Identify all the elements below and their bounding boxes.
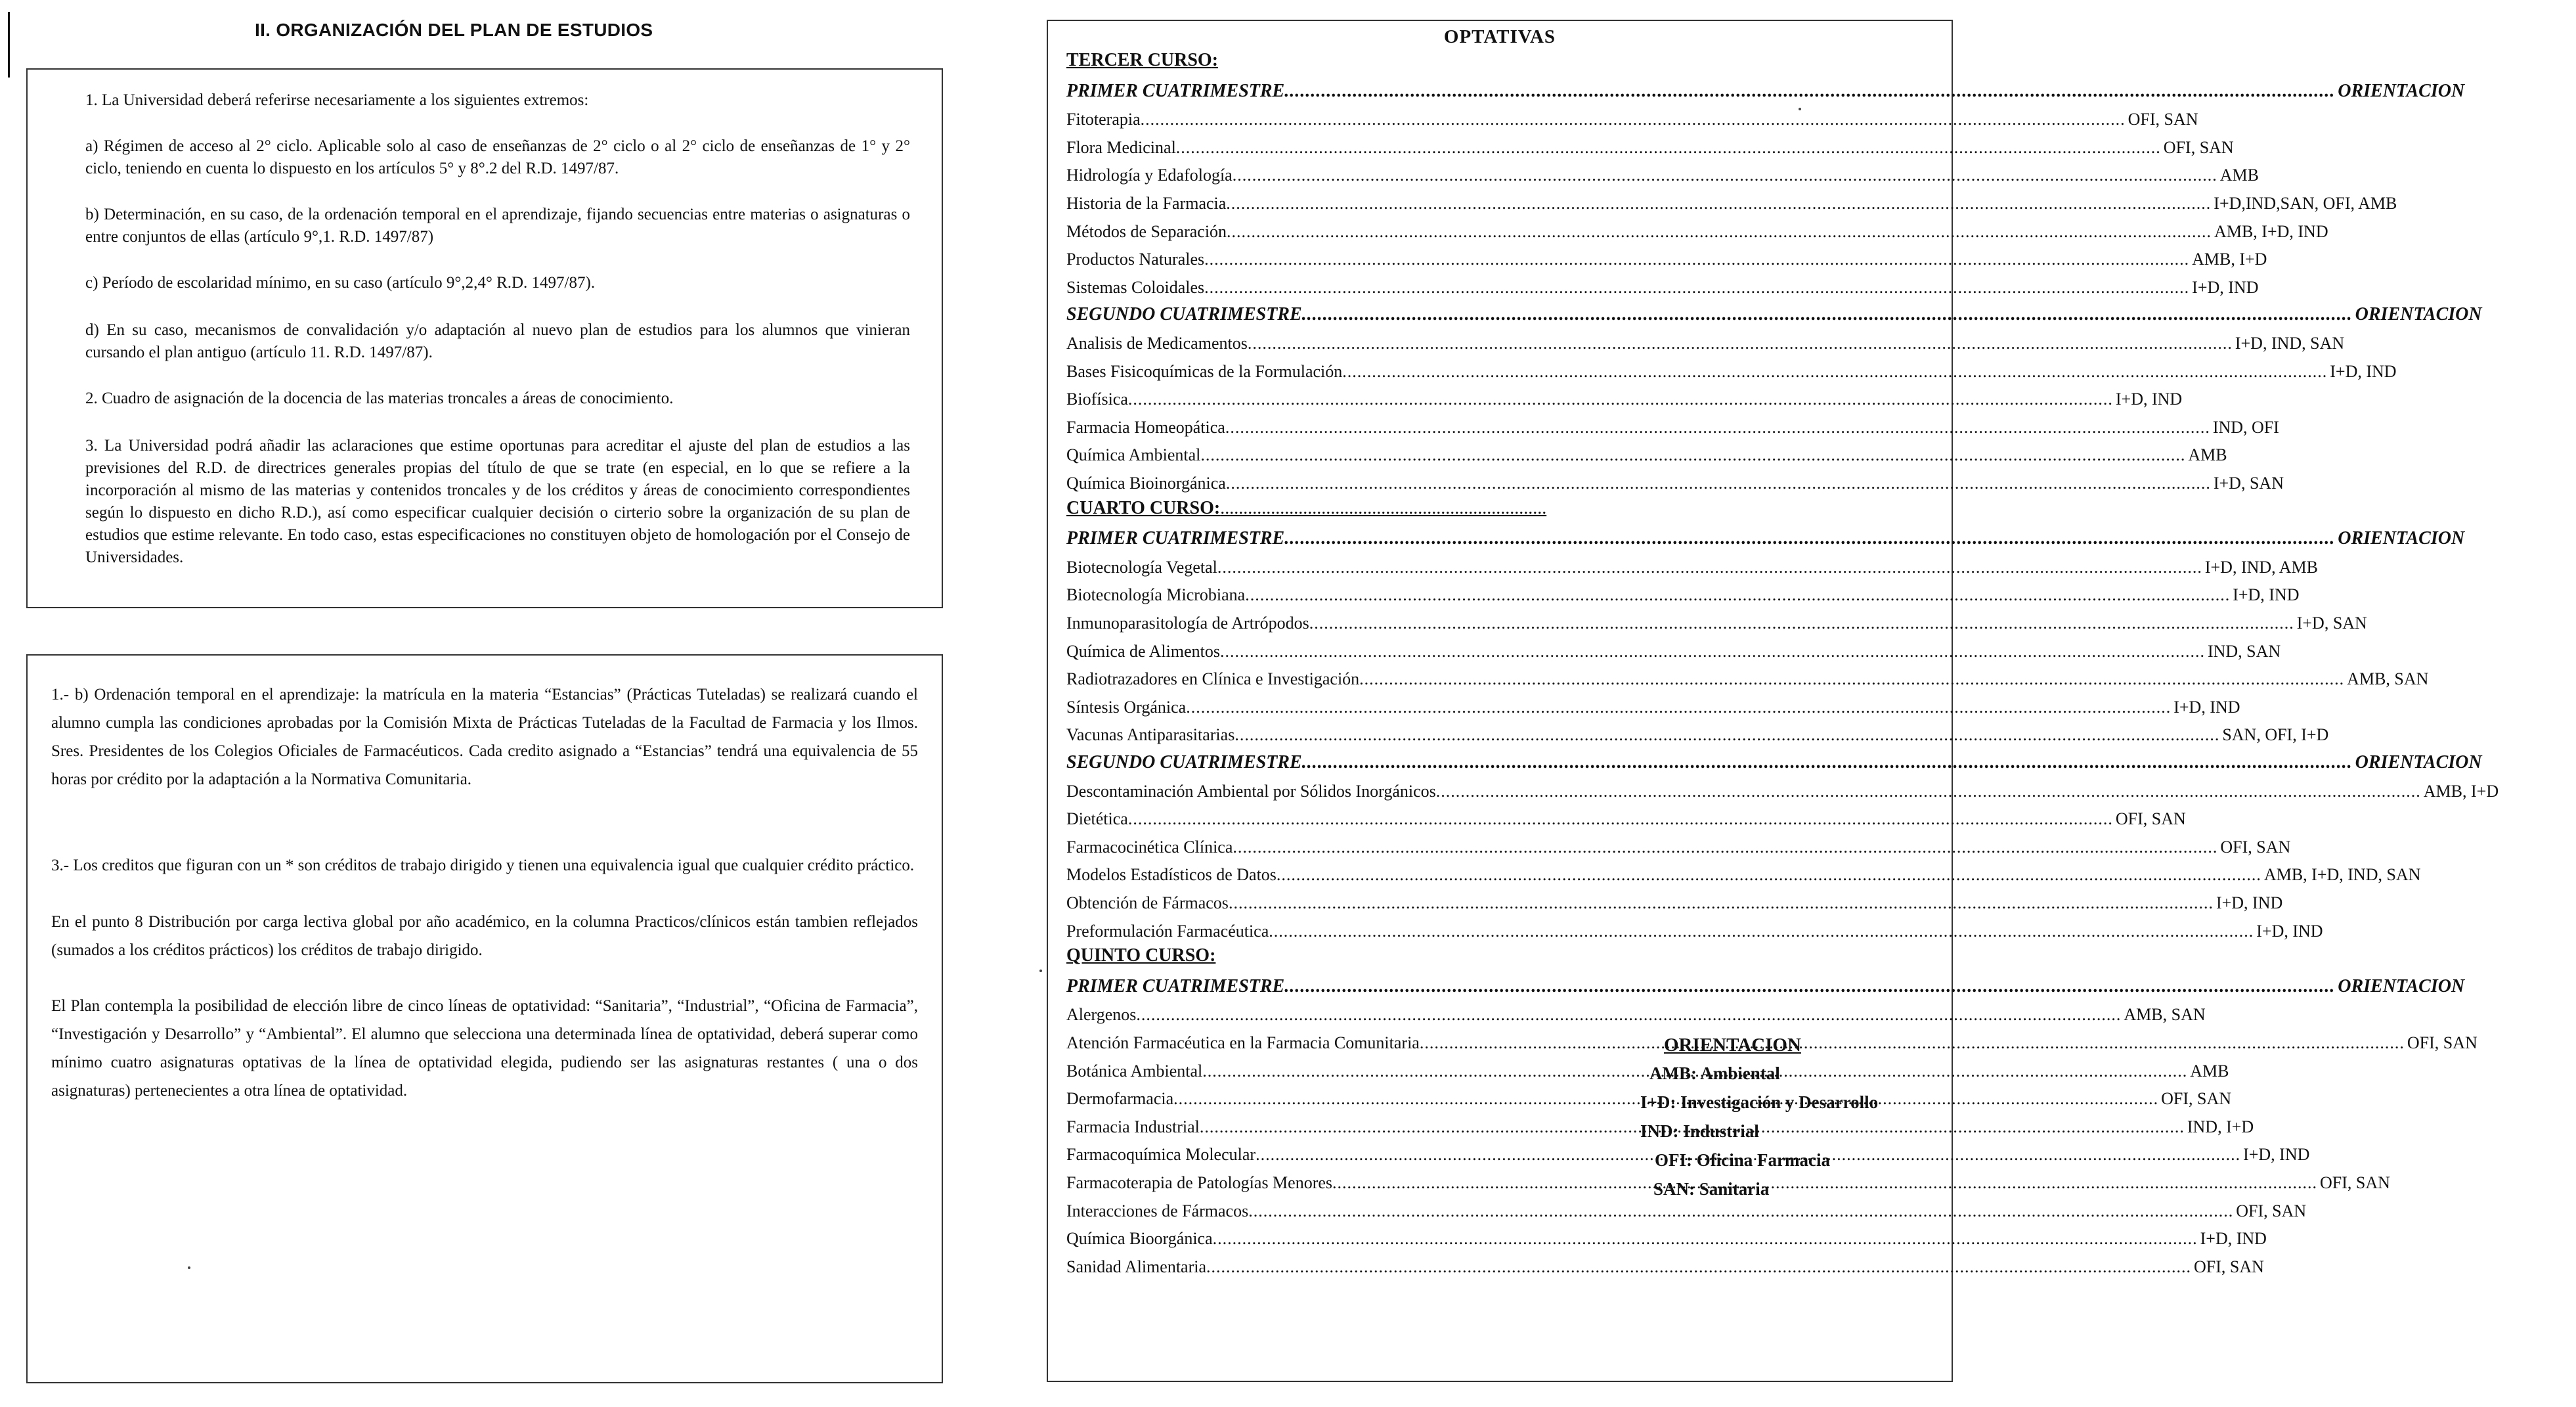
- dot-leader: [1136, 1005, 2121, 1025]
- subject-row: [1066, 354, 2397, 382]
- subject-orientation: I+D, IND: [2115, 390, 2183, 409]
- subject-row: [1066, 382, 2183, 409]
- notes-paragraph: 3.- Los creditos que figuran con un * son créditos de trabajo dirigido y tienen una equivalencia igual que cualquier crédito práctico.: [51, 857, 915, 874]
- scan-speck: [188, 1266, 190, 1269]
- subject-row: [1066, 830, 2291, 857]
- subject-row: [1066, 1221, 2267, 1249]
- subject-orientation: OFI, SAN: [2115, 809, 2186, 829]
- dot-leader: [1220, 642, 2205, 661]
- notes-paragraph: El Plan contempla la posibilidad de elección libre de cinco líneas de optatividad: “Sanitaria”, “Industrial”, “Oficina de Farmacia”, “Investigación y Desarrollo” y “Ambiental”. El alumno que selecciona una determinada línea de optatividad, deberá superar como mínimo cuatro asignaturas optativas de la línea de optatividad elegida, pudiendo ser las asignaturas restantes ( una o dos asignaturas) pertenecientes a otra línea de optatividad.: [51, 997, 918, 1100]
- subject-row: [1066, 717, 2329, 745]
- subject-name: Química de Alimentos: [1066, 641, 1220, 661]
- subject-orientation: OFI, SAN: [2163, 137, 2234, 157]
- subject-name: Biotecnología Vegetal: [1066, 557, 1217, 577]
- subject-name: Biofísica: [1066, 390, 1128, 409]
- subject-orientation: OFI, SAN: [2236, 1201, 2307, 1220]
- orientation-header: ORIENTACION: [2355, 752, 2482, 772]
- scan-speck: [1039, 970, 1042, 972]
- instruction-paragraph: c) Período de escolaridad mínimo, en su caso (artículo 9°,2,4° R.D. 1497/87).: [85, 274, 596, 292]
- subject-row: [1066, 242, 2267, 269]
- dot-leader: [1284, 976, 2335, 997]
- subject-name: Alergenos: [1066, 1005, 1137, 1025]
- scan-speck: [1799, 108, 1801, 110]
- course-suffix: :: [1212, 50, 1219, 70]
- dot-leader: [1227, 222, 2212, 242]
- subject-name: Descontaminación Ambiental por Sólidos Inorgánicos: [1066, 781, 1436, 801]
- dot-leader: [1217, 558, 2202, 577]
- dot-leader: [1186, 698, 2171, 717]
- notes-box: [26, 654, 943, 1383]
- dot-leader: [1226, 194, 2211, 213]
- subject-row: [1066, 437, 2227, 465]
- dot-leader: [1213, 1229, 2198, 1249]
- subject-name: Vacunas Antiparasitarias: [1066, 725, 1235, 745]
- subject-row: [1066, 158, 2259, 185]
- subject-orientation: AMB, I+D: [2423, 781, 2499, 801]
- subject-row: [1066, 661, 2429, 689]
- subject-row: [1066, 130, 2234, 158]
- subject-row: [1066, 885, 2283, 913]
- subject-name: Sistemas Coloidales: [1066, 277, 1205, 297]
- instruction-paragraph: d) En su caso, mecanismos de convalidación y/o adaptación al nuevo plan de estudios para los alumnos que vinieran cursando el plan antiguo (artículo 11. R.D. 1497/87).: [85, 321, 910, 361]
- subject-name: Química Bioinorgánica: [1066, 474, 1226, 493]
- dot-leader: [1229, 893, 2214, 913]
- instruction-paragraph: 1. La Universidad deberá referirse necesariamente a los siguientes extremos:: [85, 91, 589, 109]
- dot-leader: [1204, 278, 2189, 298]
- subject-row: [1066, 270, 2259, 298]
- subject-row: [1066, 466, 2284, 493]
- subject-orientation: AMB: [2188, 445, 2227, 465]
- course-heading: [1066, 945, 1215, 966]
- subject-name: Obtención de Fármacos: [1066, 893, 1229, 912]
- subject-name: Analisis de Medicamentos: [1066, 334, 1248, 353]
- dot-leader: [1309, 614, 2294, 633]
- section-title: II. ORGANIZACIÓN DEL PLAN DE ESTUDIOS: [255, 20, 653, 40]
- subject-name: Farmacia Industrial: [1066, 1117, 1200, 1136]
- subject-orientation: AMB, I+D: [2192, 250, 2267, 269]
- subject-orientation: AMB, SAN: [2347, 669, 2429, 689]
- subject-name: Sanidad Alimentaria: [1066, 1257, 1207, 1276]
- subject-name: Radiotrazadores en Clínica e Investigación: [1066, 669, 1360, 689]
- subject-name: Síntesis Orgánica: [1066, 697, 1187, 717]
- legend-item-ofi: OFI: Oficina Farmacia: [1655, 1150, 1830, 1170]
- semester-label: PRIMER CUATRIMESTRE: [1066, 80, 1285, 101]
- subject-row: [1066, 634, 2281, 661]
- subject-row: [1066, 577, 2300, 605]
- margin-rule: [8, 12, 10, 78]
- subject-row: [1066, 606, 2367, 633]
- subject-orientation: OFI, SAN: [2220, 837, 2291, 857]
- dot-leader: [1436, 782, 2421, 801]
- instruction-paragraph: 3. La Universidad podrá añadir las aclaraciones que estime oportunas para acreditar el ajuste del plan de estudios a las previsiones del R.D. de directrices generales propias del título de que se trate (en especial, en lo que se refiere a la incorporación al mismo de las materias y contenidos troncales y de los créditos y áreas de conocimiento correspondientes según lo dispuesto en dicho R.D.), así como especificar cualquier decisión o cirterio sobre la organización de su plan de estudios que estime relevante. En todo caso, estas especificaciones no constituyen objeto de homologación por el Consejo de Universidades.: [85, 437, 910, 566]
- semester-heading: [1066, 298, 2482, 325]
- semester-label: SEGUNDO CUATRIMESTRE: [1066, 752, 1302, 772]
- dot-leader: [1204, 250, 2189, 269]
- subject-name: Flora Medicinal: [1066, 137, 1176, 157]
- legend-item-id: I+D: Investigación y Desarrollo: [1640, 1092, 1879, 1112]
- subject-name: Bases Fisicoquímicas de la Formulación: [1066, 361, 1343, 381]
- subject-name: Métodos de Separación: [1066, 221, 1227, 241]
- subject-name: Inmunoparasitología de Artrópodos: [1066, 614, 1309, 633]
- dot-leader: [1233, 166, 2217, 185]
- orientation-header: ORIENTACION: [2338, 80, 2465, 101]
- dot-leader: [1226, 474, 2211, 493]
- subject-row: [1066, 857, 2421, 885]
- dot-leader: [1269, 922, 2254, 941]
- dot-leader: [1332, 1173, 2317, 1193]
- subject-name: Química Ambiental: [1066, 445, 1201, 465]
- dot-leader: [1277, 865, 2261, 885]
- subject-orientation: AMB, I+D, IND, SAN: [2263, 865, 2421, 885]
- optativas-box: [1047, 20, 2499, 1382]
- subject-name: Preformulación Farmacéutica: [1066, 921, 1269, 941]
- subject-orientation: I+D, IND: [2173, 697, 2240, 717]
- subject-orientation: IND, OFI: [2212, 417, 2279, 437]
- subject-name: Hidrología y Edafología: [1066, 166, 1233, 185]
- semester-label: PRIMER CUATRIMESTRE: [1066, 975, 1285, 996]
- dot-leader: [1128, 390, 2113, 409]
- dot-leader: [1248, 334, 2233, 353]
- subject-row: [1066, 410, 2279, 437]
- subject-orientation: I+D, IND, AMB: [2204, 557, 2318, 577]
- subject-orientation: SAN, OFI, I+D: [2222, 725, 2329, 745]
- subject-row: [1066, 326, 2345, 353]
- dot-leader: [1420, 1033, 2405, 1053]
- subject-name: Dermofarmacia: [1066, 1089, 1174, 1109]
- semester-label: SEGUNDO CUATRIMESTRE: [1066, 304, 1302, 325]
- instruction-paragraph: 2. Cuadro de asignación de la docencia de las materias troncales a áreas de conocimiento.: [85, 390, 674, 407]
- dot-leader: [1225, 418, 2210, 437]
- subject-orientation: I+D, IND: [2330, 361, 2397, 381]
- subject-orientation: OFI, SAN: [2320, 1173, 2390, 1192]
- semester-heading: [1066, 74, 2465, 102]
- semester-label: PRIMER CUATRIMESTRE: [1066, 528, 1285, 549]
- subject-row: [1066, 214, 2328, 242]
- subject-orientation: OFI, SAN: [2161, 1089, 2232, 1109]
- dot-leader: [1284, 81, 2335, 102]
- semester-heading: [1066, 522, 2465, 549]
- subject-row: [1066, 914, 2323, 941]
- subject-orientation: I+D, IND: [2256, 921, 2323, 941]
- dot-leader: [1342, 362, 2327, 382]
- course-heading: [1066, 50, 1218, 71]
- subject-row: [1066, 997, 2206, 1025]
- course-heading: [1066, 498, 1546, 519]
- subject-row: [1066, 1249, 2264, 1277]
- subject-orientation: I+D, SAN: [2213, 474, 2284, 493]
- subject-name: Química Bioorgánica: [1066, 1229, 1213, 1249]
- subject-orientation: I+D,IND,SAN, OFI, AMB: [2214, 194, 2397, 213]
- semester-heading: [1066, 746, 2482, 773]
- subject-orientation: I+D, IND, SAN: [2235, 334, 2345, 353]
- subject-orientation: AMB, I+D, IND: [2214, 221, 2328, 241]
- subject-row: [1066, 186, 2397, 213]
- subject-row: [1066, 801, 2186, 829]
- subject-orientation: AMB: [2219, 166, 2259, 185]
- subject-name: Modelos Estadísticos de Datos: [1066, 865, 1277, 885]
- course-label: QUINTO CURSO:: [1066, 945, 1216, 966]
- notes-paragraph: En el punto 8 Distribución por carga lectiva global por año académico, en la columna Practicos/clínicos están tambien reflejados (sumados a los créditos prácticos) los créditos de trabajo dirigido.: [51, 913, 918, 959]
- subject-row: [1066, 690, 2240, 717]
- dot-leader: [1233, 838, 2217, 857]
- subject-name: Farmacoterapia de Patologías Menores: [1066, 1173, 1333, 1192]
- legend-item-amb: AMB: Ambiental: [1649, 1063, 1780, 1083]
- dot-leader: [1200, 445, 2185, 465]
- legend-title: ORIENTACION: [1664, 1035, 1801, 1056]
- subject-name: Farmacocinética Clínica: [1066, 837, 1233, 857]
- dot-leader: [1141, 110, 2126, 129]
- subject-name: Farmacia Homeopática: [1066, 417, 1225, 437]
- dot-leader: [1176, 138, 2161, 158]
- subject-orientation: I+D, IND: [2192, 277, 2259, 297]
- subject-orientation: I+D, SAN: [2296, 614, 2367, 633]
- subject-row: [1066, 774, 2499, 801]
- subject-name: Biotecnología Microbiana: [1066, 585, 1246, 605]
- dot-leader: [1245, 585, 2230, 605]
- subject-name: Farmacoquímica Molecular: [1066, 1145, 1256, 1165]
- subject-orientation: I+D, IND: [2216, 893, 2283, 912]
- subject-name: Productos Naturales: [1066, 250, 1205, 269]
- subject-orientation: AMB, SAN: [2124, 1005, 2206, 1025]
- orientation-header: ORIENTACION: [2355, 304, 2482, 325]
- subject-orientation: I+D, IND: [2200, 1229, 2267, 1249]
- dot-leader: [1302, 752, 2353, 773]
- dot-leader: [1302, 304, 2353, 325]
- subject-row: [1066, 550, 2318, 577]
- subject-orientation: IND, I+D: [2187, 1117, 2254, 1136]
- subject-name: Interacciones de Fármacos: [1066, 1201, 1249, 1220]
- subject-orientation: IND, SAN: [2207, 641, 2281, 661]
- dot-leader: [1284, 528, 2335, 549]
- subject-orientation: I+D, IND: [2243, 1145, 2310, 1165]
- course-label: TERCER CURSO: [1066, 50, 1212, 70]
- dot-leader: .......................................................................: [1220, 497, 1547, 518]
- subject-row: [1066, 102, 2198, 129]
- subject-name: Dietética: [1066, 809, 1128, 829]
- orientation-header: ORIENTACION: [2338, 975, 2465, 996]
- dot-leader: [1248, 1201, 2233, 1221]
- subject-name: Historia de la Farmacia: [1066, 194, 1227, 213]
- instruction-paragraph: b) Determinación, en su caso, de la ordenación temporal en el aprendizaje, fijando secuencias entre materias o asignaturas o entre conjuntos de ellas (artículo 9°,1. R.D. 1497/87): [85, 206, 910, 246]
- dot-leader: [1206, 1257, 2191, 1277]
- subject-name: Botánica Ambiental: [1066, 1061, 1203, 1081]
- subject-orientation: I+D, IND: [2233, 585, 2300, 605]
- optativas-title: OPTATIVAS: [1443, 26, 1556, 47]
- dot-leader: [1128, 809, 2113, 829]
- orientation-header: ORIENTACION: [2338, 528, 2465, 549]
- semester-heading: [1066, 970, 2465, 997]
- subject-orientation: AMB: [2190, 1061, 2229, 1081]
- dot-leader: [1234, 725, 2219, 745]
- dot-leader: [1359, 669, 2344, 689]
- subject-orientation: OFI, SAN: [2407, 1033, 2478, 1052]
- subject-name: Atención Farmacéutica en la Farmacia Comunitaria: [1066, 1033, 1420, 1052]
- instructions-box: [26, 68, 943, 608]
- subject-name: Fitoterapia: [1066, 110, 1141, 129]
- instruction-paragraph: a) Régimen de acceso al 2° ciclo. Aplicable solo al caso de enseñanzas de 2° ciclo o al 2° ciclo de enseñanzas de 1° y 2° ciclo, teniendo en cuenta lo dispuesto en los artículos 5° y 8°.2 del R.D. 1497/87.: [85, 137, 910, 177]
- legend-item-san: SAN: Sanitaria: [1653, 1179, 1770, 1199]
- subject-orientation: OFI, SAN: [2128, 110, 2198, 129]
- subject-orientation: OFI, SAN: [2194, 1257, 2264, 1276]
- course-label: CUARTO CURSO:: [1066, 497, 1221, 518]
- notes-paragraph: 1.- b) Ordenación temporal en el aprendizaje: la matrícula en la materia “Estancias” (Prácticas Tuteladas) se realizará cuando el alumno cumpla las condiciones aprobadas por la Comisión Mixta de Prácticas Tuteladas de la Facultad de Farmacia y los Ilmos. Sres. Presidentes de los Colegios Oficiales de Farmacéuticos. Cada credito asignado a “Estancias” tendrá una equivalencia de 55 horas por crédito por la adaptación a la Normativa Comunitaria.: [51, 686, 918, 788]
- legend-item-ind: IND: Industrial: [1640, 1121, 1759, 1141]
